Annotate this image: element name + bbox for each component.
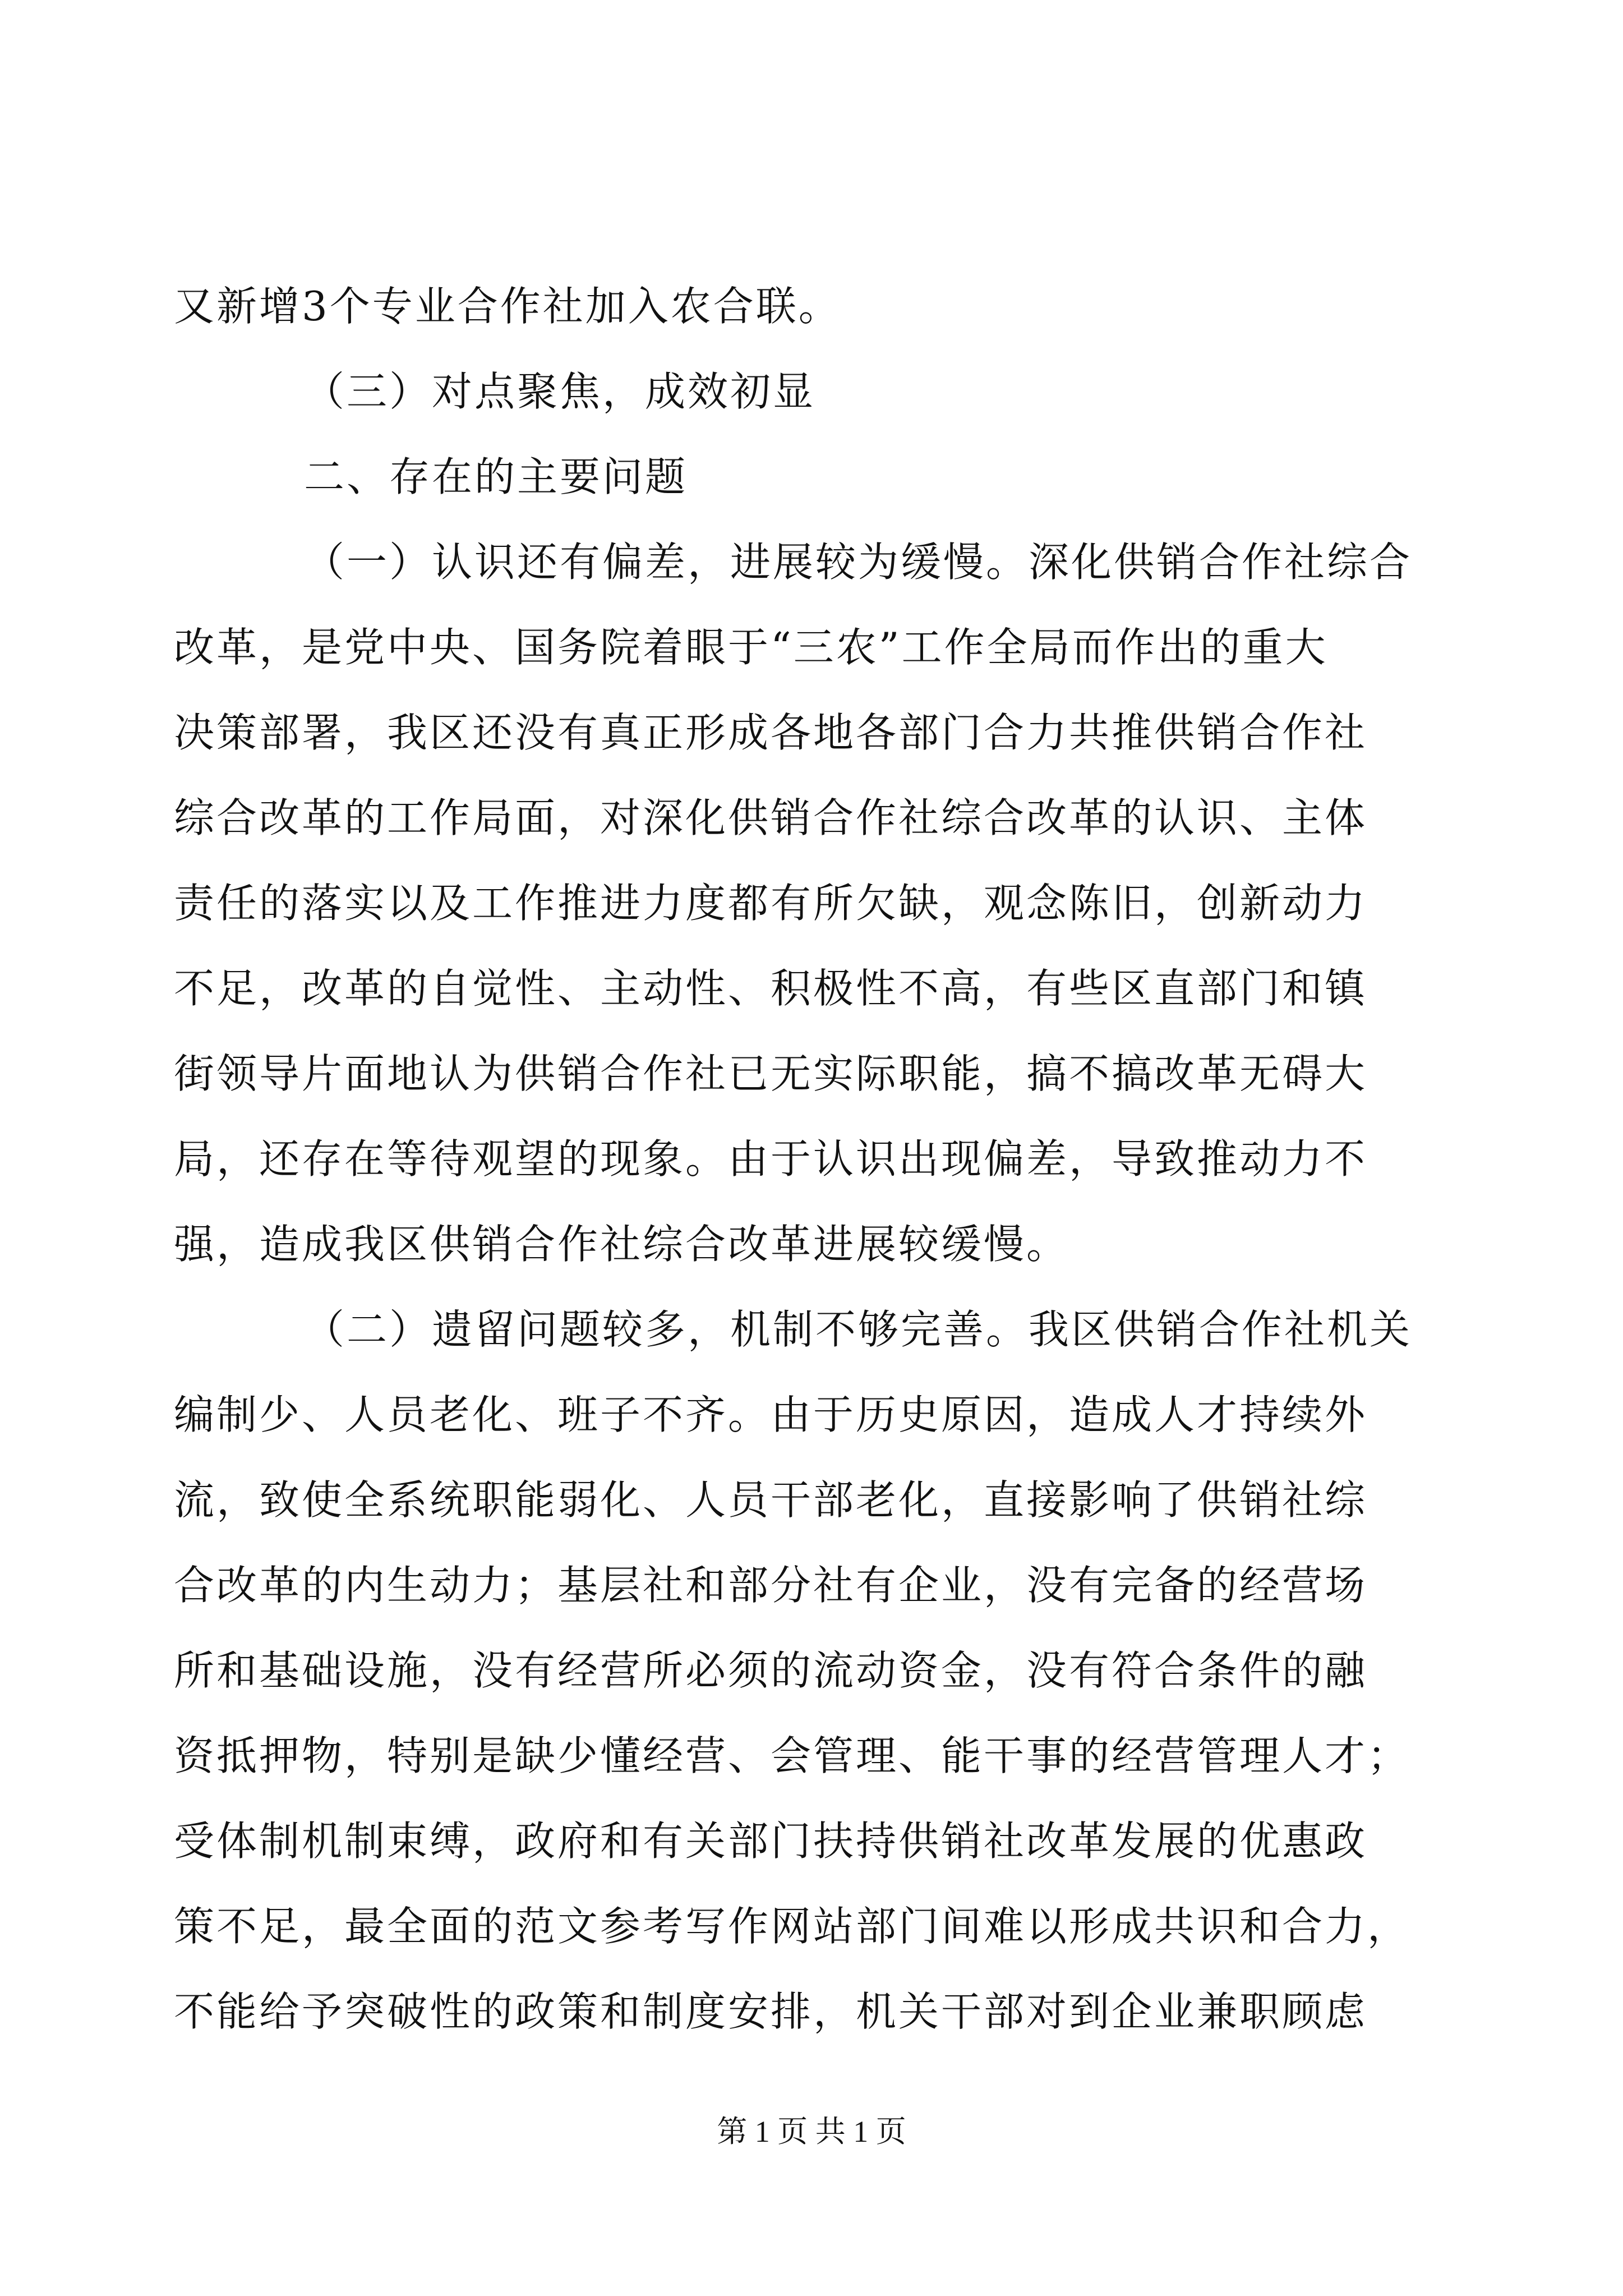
text-line: 资抵押物，特别是缺少懂经营、会管理、能干事的经营管理人才；: [174, 1732, 1410, 1779]
text-line: 街领导片面地认为供销合作社已无实际职能，搞不搞改革无碍大: [174, 1050, 1368, 1097]
text-line: 综合改革的工作局面，对深化供销合作社综合改革的认识、主体: [174, 794, 1368, 841]
section-heading: （三）对点聚焦，成效初显: [304, 368, 816, 415]
page-footer: [0, 2109, 1623, 2154]
page-number: 第 1 页 共 1 页: [717, 2115, 906, 2148]
paragraph-first-line: （二）遗留问题较多，机制不够完善。我区供销合作社机关: [304, 1306, 1413, 1353]
document-body: [174, 264, 1458, 2054]
chapter-heading: 二、存在的主要问题: [304, 453, 688, 500]
text-line: 又新增3个专业合作社加入农合联。: [174, 283, 841, 330]
text-line: 编制少、人员老化、班子不齐。由于历史原因，造成人才持续外: [174, 1391, 1368, 1438]
text-line: 强，造成我区供销合作社综合改革进展较缓慢。: [174, 1221, 1069, 1268]
text-line: 责任的落实以及工作推进力度都有所欠缺，观念陈旧，创新动力: [174, 880, 1368, 927]
paragraph-first-line: （一）认识还有偏差，进展较为缓慢。深化供销合作社综合: [304, 539, 1413, 586]
text-line: 不足，改革的自觉性、主动性、积极性不高，有些区直部门和镇: [174, 965, 1368, 1012]
text-line: 受体制机制束缚，政府和有关部门扶持供销社改革发展的优惠政: [174, 1818, 1368, 1865]
text-line: 决策部署，我区还没有真正形成各地各部门合力共推供销合作社: [174, 709, 1368, 756]
text-line: 合改革的内生动力；基层社和部分社有企业，没有完备的经营场: [174, 1562, 1368, 1609]
text-line: 所和基础设施，没有经营所必须的流动资金，没有符合条件的融: [174, 1647, 1368, 1694]
text-line: 流，致使全系统职能弱化、人员干部老化，直接影响了供销社综: [174, 1476, 1368, 1524]
text-line: 不能给予突破性的政策和制度安排，机关干部对到企业兼职顾虑: [174, 1988, 1368, 2035]
text-line: 改革，是党中央、国务院着眼于“三农”工作全局而作出的重大: [174, 624, 1328, 671]
text-line: 局，还存在等待观望的现象。由于认识出现偏差，导致推动力不: [174, 1135, 1368, 1182]
text-line: 策不足，最全面的范文参考写作网站部门间难以形成共识和合力，: [174, 1903, 1410, 1950]
